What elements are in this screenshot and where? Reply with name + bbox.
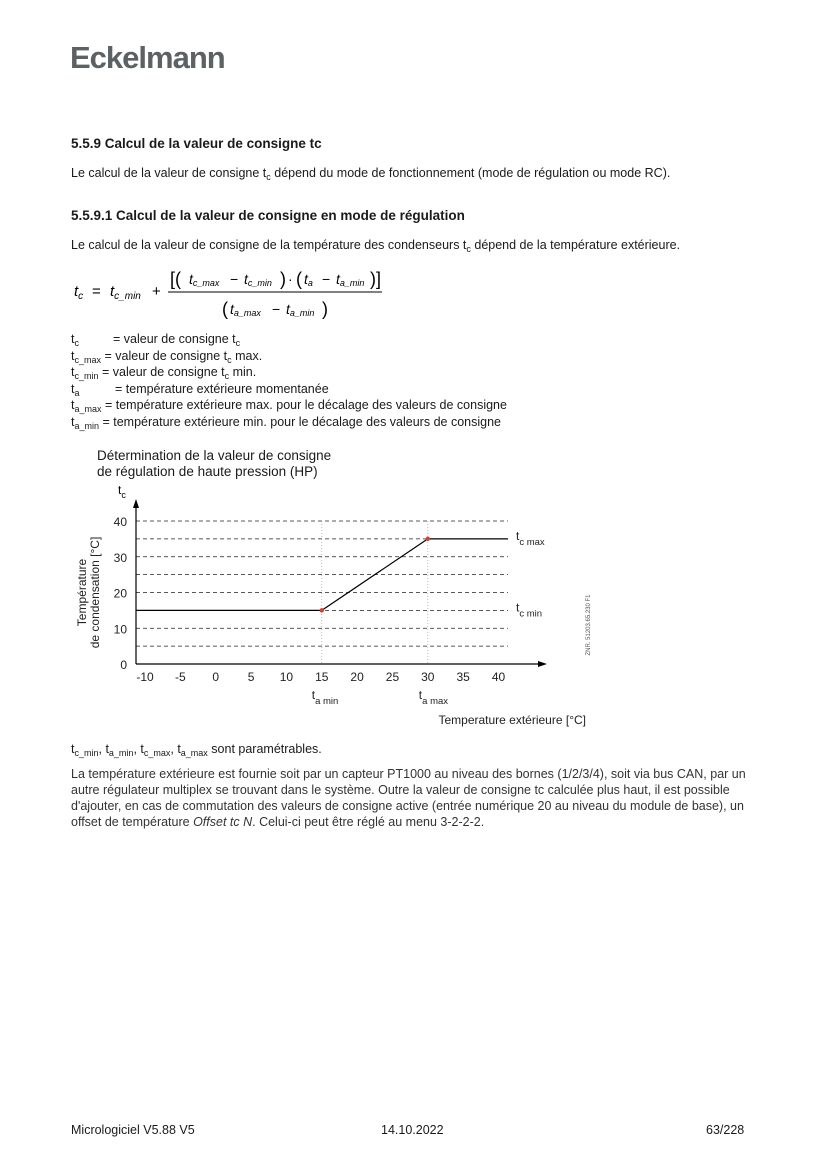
x-tick-label: 40 [491,670,506,684]
description-paragraph: La température extérieure est fournie soit par un capteur PT1000 au niveau des bornes (1/2/3/4), soit via bus CAN, par un autre régulateur multiplex se trouvant dans le système. Outre la valeur de consigne tc calculée plus haut, il est possible d'ajouter, en cas de commutation des valeurs de consigne active (entrée numérique 20 au niveau du module de base), un offset de température Offset tc N. Celui-ci peut être réglé au menu 3-2-2-2. [71,767,746,829]
svg-text:·: · [288,271,293,287]
x-tick-label: -10 [136,670,154,684]
definition-ta: $t_a$ = température extérieure momentanée [71,381,329,398]
x-axis-arrow-icon [538,661,547,667]
x-tick-label: 35 [456,670,470,684]
y-axis-label-line2: de condensation [°C] [88,536,102,649]
label-tc-min: $t_{c min}$ [516,600,543,620]
x-axis-label: Temperature extérieure [°C] [438,713,586,727]
breakpoint-marker [426,537,430,541]
svg-text:+: + [152,283,161,300]
section-intro: Le calcul de la valeur de consigne $t_c$ dépend du mode de fonctionnement (mode de régulation ou mode RC). [71,166,671,182]
svg-text:ta_min: ta_min [336,271,365,288]
x-tick-label: 30 [421,670,435,684]
x-tick-label: 15 [315,670,329,684]
svg-text:)]: )] [370,269,381,289]
x-tick-label: -5 [175,670,186,684]
y-tick-label: 10 [113,622,127,637]
setpoint-chart [0,480,620,740]
svg-text:(: ( [222,299,228,319]
chart-title: Détermination de la valeur de consigne de régulation de haute pression (HP) [97,448,332,479]
breakpoint-marker [320,608,324,612]
y-tick-label: 0 [120,658,127,672]
x-tick-label: 25 [385,670,400,684]
svg-text:−: − [322,271,331,287]
svg-text:(: ( [296,269,302,289]
svg-text:): ) [322,299,328,319]
subsection-heading: 5.5.9.1 Calcul de la valeur de consigne en mode de régulation [71,208,465,223]
y-axis-label-line1: Température [75,558,89,627]
figure-id: ZNR. 51203.65.230 F1 [586,594,592,656]
definition-ta-min: $t_{a\_min}$ = température extérieure min. pour le décalage des valeurs de consigne [71,414,501,431]
label-ta-min: $t_{a min}$ [311,688,339,707]
label-ta-max: $t_{a max}$ [418,688,449,707]
y-tick-label: 40 [113,515,127,529]
svg-text:tc_min: tc_min [244,271,272,288]
x-tick-label: 20 [350,670,364,684]
parameters-note: $t_{c\_min}$, $t_{a\_min}$, $t_{c\_max}$, $t_{a\_max}$ sont paramétrables. [71,742,322,758]
setpoint-formula [72,268,392,324]
svg-text:tc_max: tc_max [189,271,220,288]
y-axis-symbol: $t_c$ [118,483,126,500]
svg-text:tc_min: $t_{c\_min}$ [110,283,141,302]
definition-tc-min: $t_{c\_min}$ = valeur de consigne $t_c$ min. [71,365,257,381]
svg-text:−: − [230,271,239,287]
svg-text:ta_max: ta_max [230,301,261,318]
label-tc-max: $t_{c max}$ [516,528,545,548]
svg-text:ta_min: ta_min [286,301,315,318]
definition-ta-max: $t_{a\_max}$ = température extérieure max. pour le décalage des valeurs de consigne [71,398,507,414]
x-tick-label: 0 [212,670,220,684]
svg-text:tc: $t_c$ [74,283,84,302]
footer-document: Micrologiciel V5.88 V5 [71,1123,195,1137]
y-tick-label: 30 [113,550,127,565]
x-tick-label: 5 [247,670,255,684]
svg-text:−: − [272,301,281,317]
variable-definitions [71,331,507,430]
definition-tc-max: $t_{c\_max}$ = valeur de consigne $t_c$ max. [71,348,263,365]
definition-tc: $t_c$ = valeur de consigne $t_c$ [71,332,241,348]
section-heading: 5.5.9 Calcul de la valeur de consigne tc [71,136,322,151]
svg-text:): ) [280,269,286,289]
brand-logo: Eckelmann [70,40,225,75]
subsection-intro: Le calcul de la valeur de consigne de la température des condenseurs $t_c$ dépend de la température extérieure. [71,238,681,254]
y-tick-label: 20 [113,586,127,601]
x-tick-label: 10 [279,670,294,684]
y-axis-arrow-icon [133,499,139,508]
footer-date: 14.10.2022 [381,1123,444,1137]
svg-text:ta: ta [304,271,313,288]
svg-text:[(: [( [170,269,181,289]
footer-page-number: 63/228 [706,1123,745,1137]
svg-text:=: = [92,283,101,300]
